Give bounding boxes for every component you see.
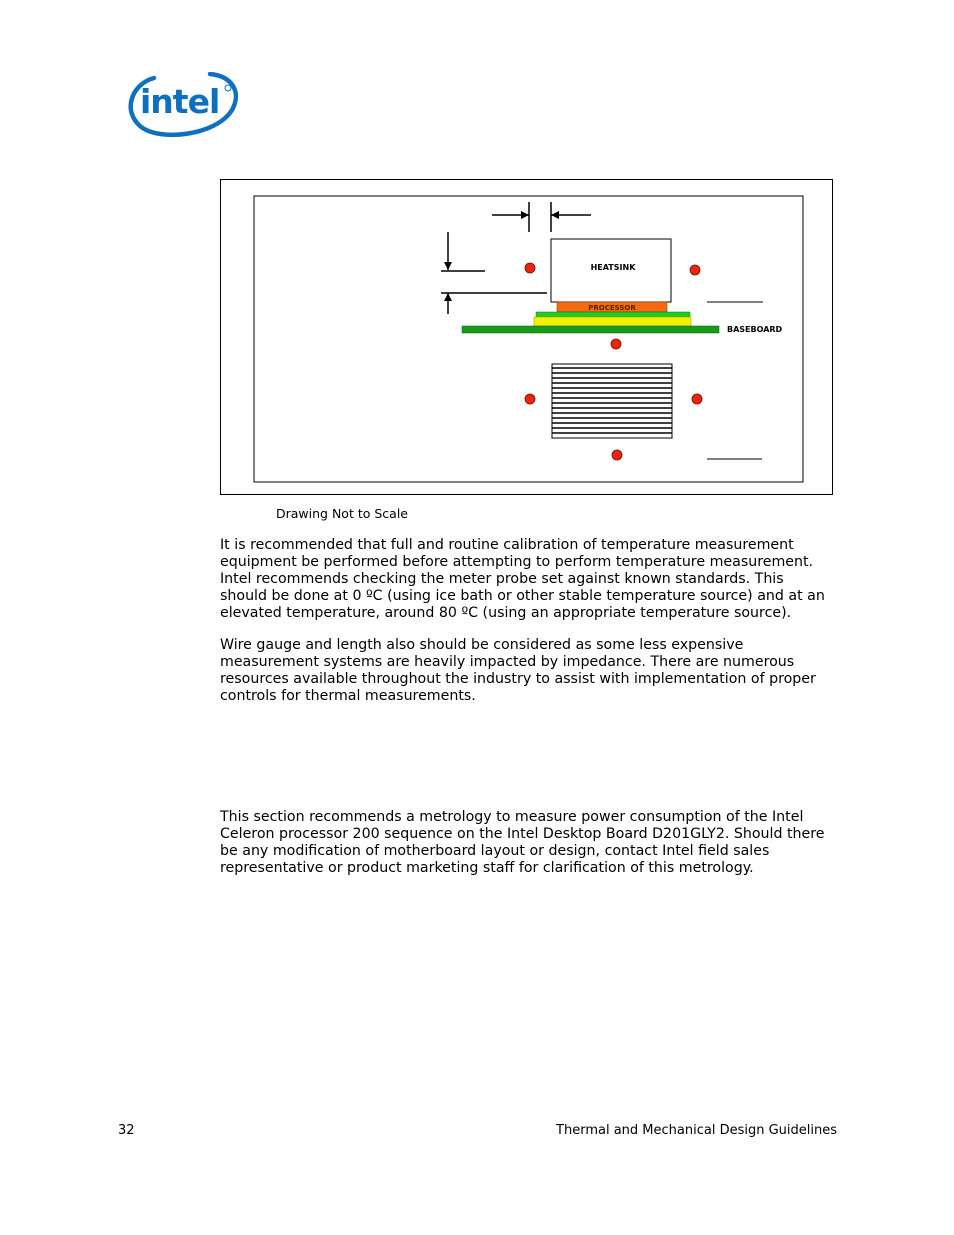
heatsink-label: HEATSINK xyxy=(590,263,636,272)
substrate xyxy=(536,312,690,317)
processor-label: PROCESSOR xyxy=(588,304,636,312)
fan-fins xyxy=(552,364,672,438)
figure-caption: Drawing Not to Scale xyxy=(276,506,408,521)
measurement-point xyxy=(690,265,700,275)
inner-frame xyxy=(254,196,803,482)
document-title: Thermal and Mechanical Design Guidelines xyxy=(556,1123,837,1138)
baseboard xyxy=(462,326,719,333)
thermal-diagram xyxy=(221,180,834,496)
measurement-point xyxy=(692,394,702,404)
package xyxy=(534,317,691,326)
intel-logo xyxy=(124,72,240,140)
paragraph-calibration: It is recommended that full and routine calibration of temperature measurement equipment be performed before attempting to perform temperature measurement. Intel recommends checking the meter probe set against known standards. This should be done at 0 ºC (using ice bath or other stable temperature source) and at an elevated temperature, around 80 ºC (using an appropriate temperature source). xyxy=(220,537,825,621)
measurement-point xyxy=(611,339,621,349)
measurement-point xyxy=(525,263,535,273)
page-number: 32 xyxy=(118,1123,135,1138)
paragraph-power-metrology: This section recommends a metrology to measure power consumption of the Intel Celeron processor 200 sequence on the Intel Desktop Board D201GLY2. Should there be any modification of motherboard layout or design, contact Intel field sales representative or product marketing staff for clarification of this metrology. xyxy=(220,809,825,876)
paragraph-wire-gauge: Wire gauge and length also should be considered as some less expensive measurement systems are heavily impacted by impedance. There are numerous resources available throughout the industry to assist with implementation of proper controls for thermal measurements. xyxy=(220,637,816,704)
measurement-point xyxy=(525,394,535,404)
baseboard-label: BASEBOARD xyxy=(727,325,783,334)
measurement-point xyxy=(612,450,622,460)
intel-logo-text: intel xyxy=(140,82,220,121)
figure-frame xyxy=(220,179,833,495)
